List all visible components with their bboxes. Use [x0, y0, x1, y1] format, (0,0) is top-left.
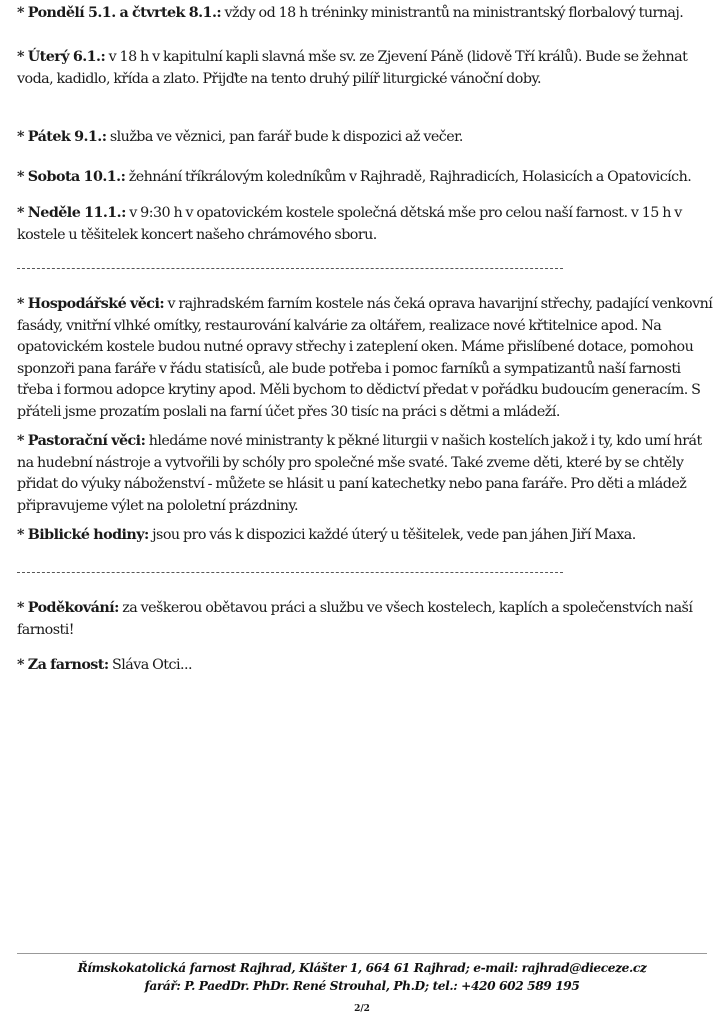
dashed-separator: [17, 572, 563, 573]
notice-text: jsou pro vás k dispozici každé úterý u těšitelek, vede pan jáhen Jiří Maxa.: [148, 527, 636, 543]
announcement-text: vždy od 18 h tréninky ministrantů na ministrantský florbalový turnaj.: [221, 5, 684, 21]
announcement-friday: [17, 127, 463, 149]
footer-address: Římskokatolická farnost Rajhrad, Klášter 1, 664 61 Rajhrad; e-mail: rajhrad@dieceze.cz: [77, 961, 647, 975]
announcement-tuesday: [17, 47, 717, 90]
announcement-text: služba ve věznici, pan farář bude k dispozici až večer.: [106, 129, 463, 145]
announcement-label: * Neděle 11.1.:: [17, 205, 126, 221]
page-number: 2/2: [354, 1004, 370, 1014]
closing-thanks: [17, 598, 717, 641]
footer-divider: [17, 953, 707, 954]
notice-label: * Pastorační věci:: [17, 433, 146, 449]
closing-label: * Poděkování:: [17, 600, 119, 616]
notice-label: * Biblické hodiny:: [17, 527, 149, 543]
announcement-sunday: [17, 203, 717, 246]
notice-bible-hours: [17, 525, 636, 547]
announcement-text: v 9:30 h v opatovickém kostele společná dětská mše pro celou naší farnost. v 15 h v kostele u těšitelek koncert našeho chrámového sboru.: [17, 205, 682, 243]
announcement-monday-thursday: [17, 3, 683, 25]
closing-label: * Za farnost:: [17, 657, 109, 673]
closing-text: za veškerou obětavou práci a službu ve všech kostelech, kaplích a společenstvích naší farnosti!: [17, 600, 693, 638]
notice-text: hledáme nové ministranty k pěkné liturgii v našich kostelích jakož i ty, kdo umí hrát na hudební nástroje a vytvořili by schóly pro společné mše svaté. Také zveme děti, které by se chtěly přidat do výuky náboženství - můžete se hlásit u paní katechetky nebo pana faráře. Pro děti a mládež připravujeme výlet na pololetní prázdniny.: [17, 433, 702, 514]
announcement-label: * Sobota 10.1.:: [17, 169, 126, 185]
announcement-label: * Pondělí 5.1. a čtvrtek 8.1.:: [17, 5, 222, 21]
notice-economic: [17, 294, 717, 423]
closing-text: Sláva Otci...: [108, 657, 192, 673]
announcement-saturday: [17, 167, 691, 189]
notice-label: * Hospodářské věci:: [17, 296, 165, 312]
footer-contact: farář: P. PaedDr. PhDr. René Strouhal, Ph.D; tel.: +420 602 589 195: [144, 979, 580, 993]
closing-for-parish: [17, 655, 192, 677]
announcement-text: žehnání tříkrálovým koledníkům v Rajhradě, Rajhradicích, Holasicích a Opatovicích.: [125, 169, 692, 185]
dashed-separator: [17, 268, 563, 269]
announcement-label: * Úterý 6.1.:: [17, 49, 106, 65]
announcement-text: v 18 h v kapitulní kapli slavná mše sv. ze Zjevení Páně (lidově Tří králů). Bude se žehnat voda, kadidlo, křída a zlato. Přijďte na tento druhý pilíř liturgické vánoční doby.: [17, 49, 688, 87]
announcement-label: * Pátek 9.1.:: [17, 129, 107, 145]
notice-text: v rajhradském farním kostele nás čeká oprava havarijní střechy, padající venkovní fasády, vnitřní vlhké omítky, restaurování kalvárie za oltářem, realizace nové křtitelnice apod. Na opatovickém kostele budou nutné opravy střechy i zateplení oken. Máme přislíbené dotace, pomohou sponzoři pana faráře v řádu statisíců, ale bude potřeba i pomoc farníků a sympatizantů naší farnosti třeba i formou adopce krytiny apod. Měli bychom to dědictví předat v pořádku budoucím generacím. S přáteli jsme prozatím poslali na farní účet přes 30 tisíc na práci s dětmi a mládeží.: [17, 296, 713, 420]
notice-pastoral: [17, 431, 717, 517]
